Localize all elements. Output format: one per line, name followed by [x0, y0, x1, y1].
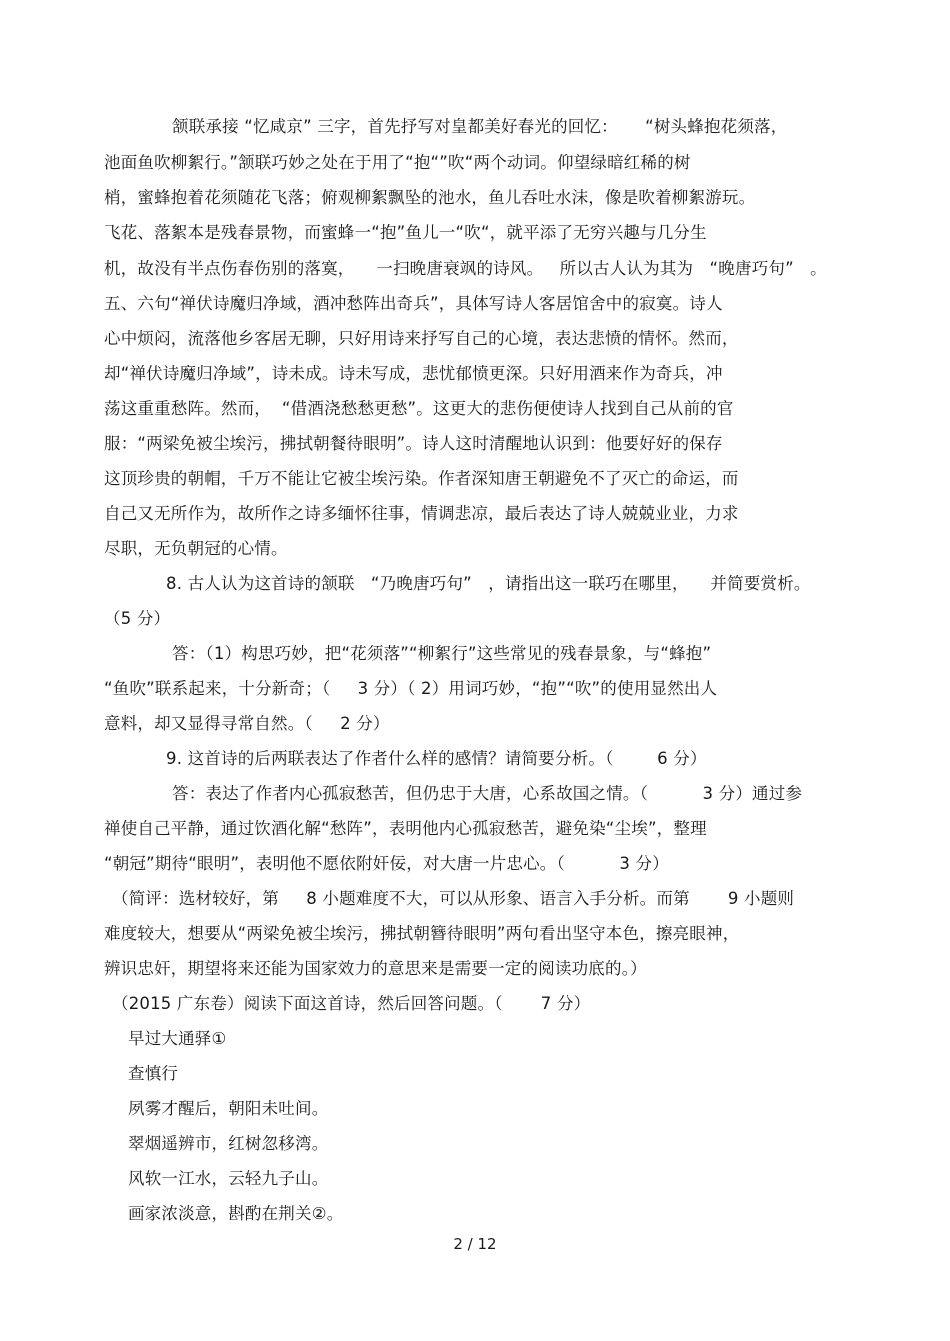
text-line: 却“禅伏诗魔归净域”，诗未成。诗未写成，悲忧郁愤更深。只好用酒来作为奇兵，冲 — [104, 364, 723, 383]
text-line: “朝冠”期待“眼明”，表明他不愿依附奸佞，对大唐一片忠心。（ 3 分） — [104, 854, 669, 873]
question-8: 8. 古人认为这首诗的颔联 “乃晚唐巧句” ，请指出这一联巧在哪里， 并简要赏析。 — [166, 574, 811, 593]
text-line: 心中烦闷，流落他乡客居无聊，只好用诗来抒写自己的心境，表达悲愤的情怀。然而， — [104, 329, 739, 348]
question-9: 9. 这首诗的后两联表达了作者什么样的感情？请简要分析。（ 6 分） — [166, 749, 707, 768]
poem-line: 夙雾才醒后，朝阳未吐间。 — [128, 1099, 329, 1118]
page-number: 2 / 12 — [453, 1235, 497, 1253]
poem-line: 画家浓淡意，斟酌在荆关②。 — [128, 1204, 344, 1223]
poem-author: 查慎行 — [128, 1064, 179, 1083]
section-heading: （2015 广东卷）阅读下面这首诗，然后回答问题。（ 7 分） — [112, 994, 591, 1013]
text-line: 服：“两梁免被尘埃污，拂拭朝餐待眼明”。诗人这时清醒地认识到：他要好好的保存 — [104, 434, 723, 453]
poem-title: 早过大通驿① — [128, 1029, 227, 1048]
answer-8: 答：（1）构思巧妙，把“花须落”“柳絮行”这些常见的残春景象，与“蜂抱” — [172, 644, 712, 663]
text-line: 荡这重重愁阵。然而， “借酒浇愁愁更愁”。这更大的悲伤便使诗人找到自己从前的官 — [104, 399, 734, 418]
poem-line: 翠烟遥辨市，红树忽移湾。 — [128, 1134, 329, 1153]
text-line: 梢，蜜蜂抱着花须随花飞落；俯观柳絮飘坠的池水，鱼儿吞吐水沫，像是吹着柳絮游玩。 — [104, 188, 756, 207]
text-line: “鱼吹”联系起来，十分新奇；（ 3 分）（ 2）用词巧妙，“抱”“吹”的使用显然出人 — [104, 679, 718, 698]
text-line: 机，故没有半点伤春伤别的落寞， 一扫晚唐衰飒的诗风。 所以古人认为其为 “晚唐巧句” 。 — [104, 259, 827, 278]
commentary: （简评：选材较好，第 8 小题难度不大，可以从形象、语言入手分析。而第 9 小题则 — [112, 889, 795, 908]
text-line: 这顶珍贵的朝帽，千万不能让它被尘埃污染。作者深知唐王朝避免不了灭亡的命运，而 — [104, 469, 739, 488]
text-line: 难度较大，想要从“两梁免被尘埃污，拂拭朝簪待眼明”两句看出坚守本色，擦亮眼神， — [104, 924, 740, 943]
text-line: 颔联承接 “忆咸京” 三字，首先抒写对皇都美好春光的回忆： “树头蜂抱花须落， — [172, 117, 788, 136]
text-line: 尽职，无负朝冠的心情。 — [104, 539, 288, 558]
text-line: （5 分） — [104, 609, 171, 628]
text-line: 意料，却又显得寻常自然。（ 2 分） — [104, 714, 390, 733]
text-line: 五、六句“禅伏诗魔归净域，酒冲愁阵出奇兵”，具体写诗人客居馆舍中的寂寞。诗人 — [104, 294, 723, 313]
answer-9: 答：表达了作者内心孤寂愁苦，但仍忠于大唐，心系故国之情。（ 3 分）通过参 — [172, 784, 803, 803]
text-line: 池面鱼吹柳絮行。”颔联巧妙之处在于用了“抱“”吹“两个动词。仰望绿暗红稀的树 — [104, 153, 691, 172]
text-line: 辨识忠奸，期望将来还能为国家效力的意思来是需要一定的阅读功底的。） — [104, 959, 647, 978]
text-line: 自己又无所作为，故所作之诗多缅怀往事，情调悲凉，最后表达了诗人兢兢业业，力求 — [104, 504, 739, 523]
text-line: 飞花、落絮本是残春景物，而蜜蜂一“抱”鱼儿一“吹“，就平添了无穷兴趣与几分生 — [104, 223, 707, 242]
text-line: 禅使自己平静，通过饮酒化解“愁阵”，表明他内心孤寂愁苦，避免染“尘埃”，整理 — [104, 819, 707, 838]
poem-line: 风软一江水，云轻九子山。 — [128, 1169, 329, 1188]
